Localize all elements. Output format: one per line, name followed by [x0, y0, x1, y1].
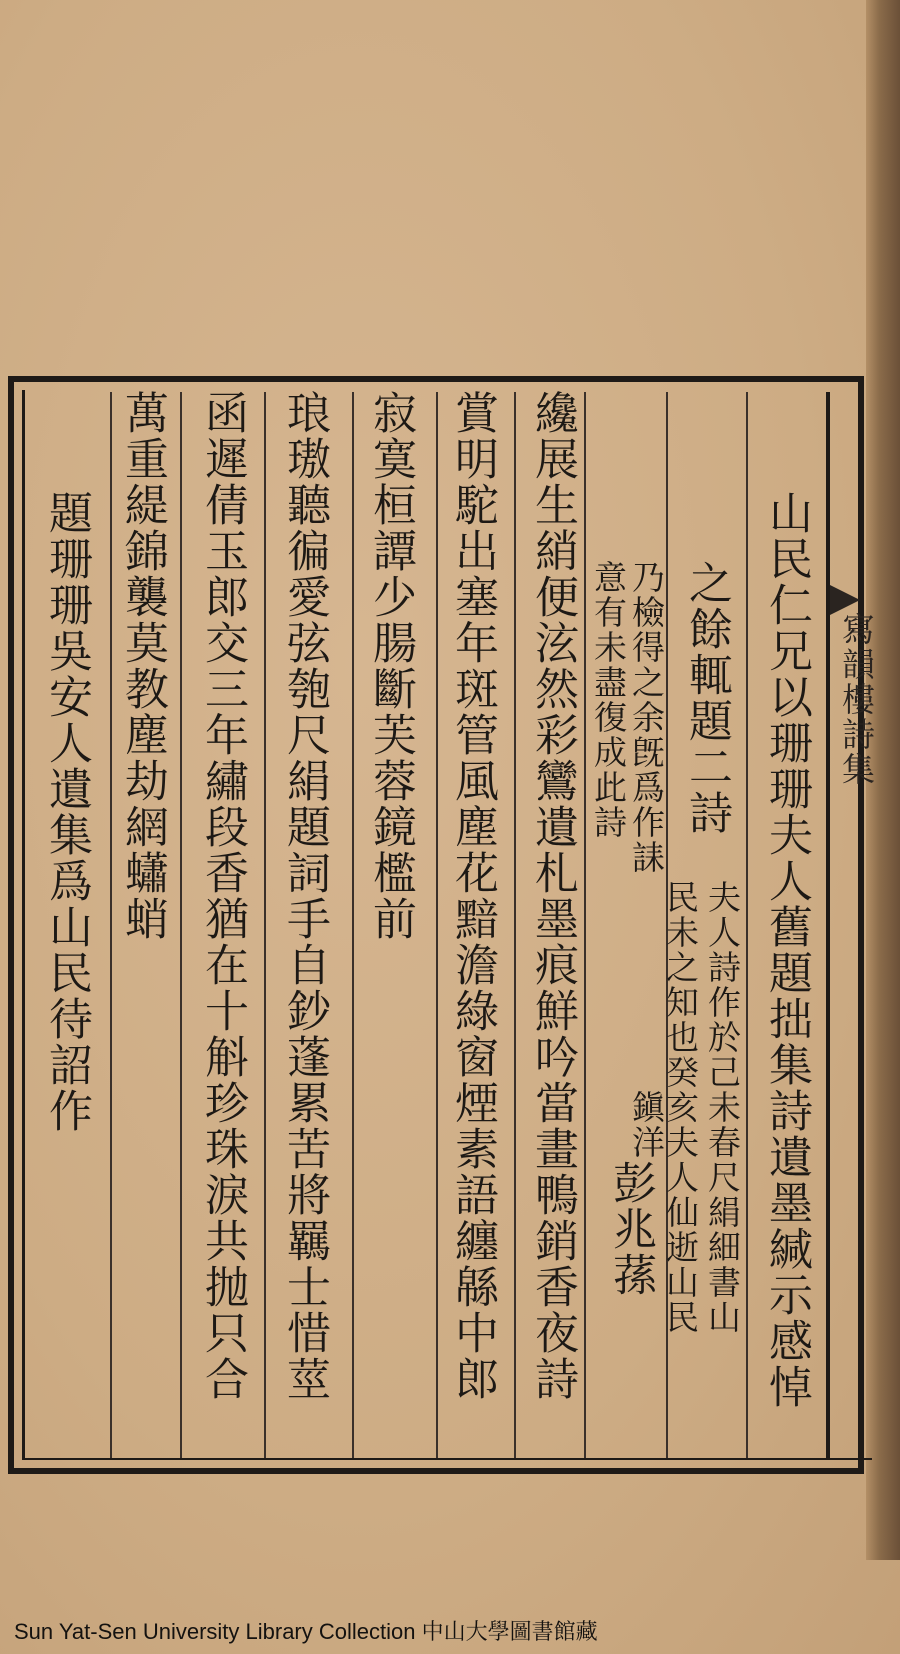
- column-rule: [180, 392, 182, 1458]
- text-column-4: 意有未盡復成此詩: [589, 560, 628, 840]
- text-column-2-note-b: 民未之知也癸亥夫人仙逝山民: [661, 880, 700, 1335]
- poem-title: 題珊珊吳安人遺集爲山民待詔作: [41, 490, 92, 1134]
- text-column-3: 乃檢得之余旣爲作誄: [627, 560, 666, 875]
- text-column-2: 之餘輒題二詩: [681, 560, 732, 836]
- author-name: 彭兆蓀: [605, 1160, 656, 1298]
- column-rule: [746, 392, 748, 1458]
- poem-column-3: 寂寞桓譚少腸斷芙蓉鏡檻前: [365, 390, 416, 942]
- poem-column-5: 函遲倩玉郎交三年繡段香猶在十斛珍珠淚共抛只合: [197, 390, 248, 1402]
- column-rule: [352, 392, 354, 1458]
- poem-column-1: 纔展生綃便泫然彩鸞遺札墨痕鮮吟當畫鴨銷香夜詩: [527, 390, 578, 1402]
- poem-column-6: 萬重緹錦襲莫教塵劫網蠨蛸: [117, 390, 168, 942]
- poem-column-4: 琅璈聽徧愛弦匏尺絹題詞手自鈔蓬累苦將羈士惜莖: [279, 390, 330, 1402]
- library-credit: Sun Yat-Sen University Library Collection 中山大學圖書館藏: [14, 1619, 598, 1644]
- column-rule: [514, 392, 516, 1458]
- text-column-2-note: 夫人詩作於己未春尺絹細書山: [703, 880, 742, 1335]
- author-place: 鎭洋: [627, 1090, 666, 1160]
- column-rule: [436, 392, 438, 1458]
- poem-column-2: 賞明駝出塞年斑管風塵花黯澹綠窗煙素語纏緜中郎: [447, 390, 498, 1402]
- column-rule: [264, 392, 266, 1458]
- margin-title: 寫韻樓詩集: [837, 612, 876, 787]
- column-rule: [110, 392, 112, 1458]
- column-rule: [584, 392, 586, 1458]
- center-fold-line: [826, 392, 830, 1458]
- text-column-1: 山民仁兄以珊珊夫人舊題拙集詩遺墨緘示感悼: [761, 490, 812, 1410]
